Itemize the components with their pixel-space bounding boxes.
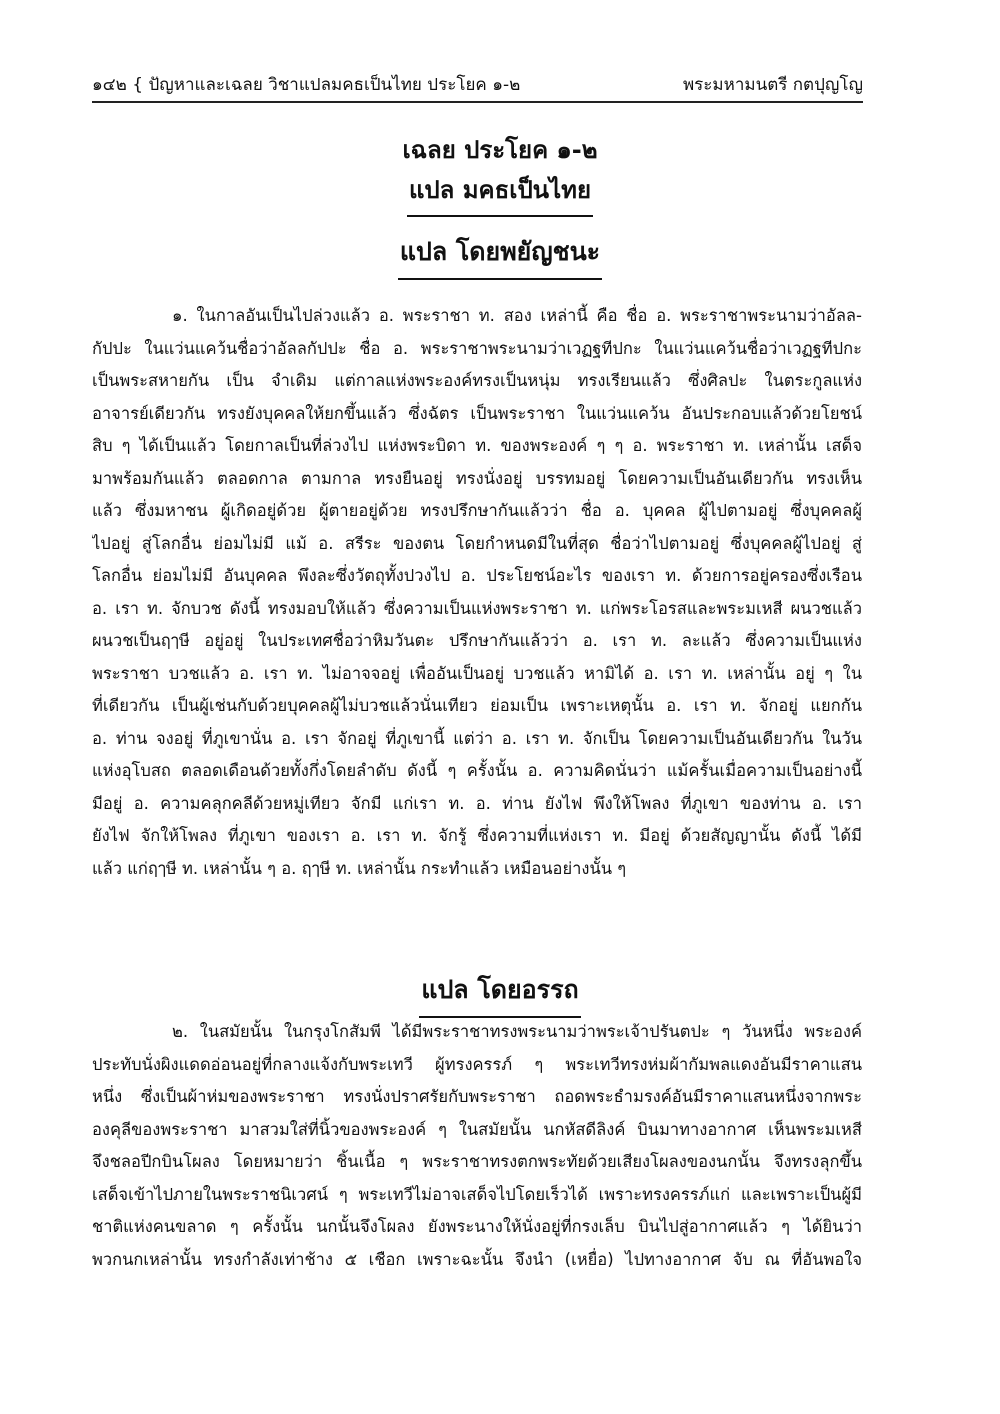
- section-heading-meaning-wrap: [0, 970, 1000, 1018]
- text-line: ที่เดียวกัน เป็นผู้เช่นกับด้วยบุคคลผู้ไม่บวชแล้วนั่นเทียว ย่อมเป็น เพราะเหตุนั้น อ. เรา ท. จักอยู่ แยกกัน: [92, 696, 862, 715]
- text-line: มีอยู่ อ. ความคลุกคลีด้วยหมู่เทียว จักมี แก่เรา ท. อ. ท่าน ยังไฟ พึงให้โพลง ที่ภูเขา ของท่าน อ. เรา: [92, 793, 862, 813]
- subtitle: แปล มคธเป็นไทย: [407, 170, 593, 217]
- text-line: อาจารย์เดียวกัน ทรงยังบุคคลให้ยกขึ้นแล้ว ซึ่งฉัตร เป็นพระราชา ในแว่นแคว้น อันประกอบแล้วด้วยโยชน์: [92, 403, 862, 423]
- text-line: อ. เรา ท. จักบวช ดังนี้ ทรงมอบให้แล้ว ซึ่งความเป็นแห่งพระราชา ท. แก่พระโอรสและพระมเหสี ผนวชแล้ว: [92, 598, 862, 618]
- text-line: พวกนกเหล่านั้น ทรงกำลังเท่าช้าง ๕ เชือก เพราะฉะนั้น จึงนำ (เหยื่อ) ไปทางอากาศ จับ ณ ที่อันพอใจ: [92, 1249, 862, 1269]
- text-line: แล้ว ซึ่งมหาชน ผู้เกิดอยู่ด้วย ผู้ตายอยู่ด้วย ทรงปรึกษากันแล้วว่า ชื่อ อ. บุคคล ผู้ไปตามอยู่ ซึ่งบุคคลผู้: [92, 501, 862, 520]
- page-header: [92, 64, 863, 103]
- text-line: เสด็จเข้าไปภายในพระราชนิเวศน์ ๆ พระเทวีไม่อาจเสด็จไปโดยเร็วได้ เพราะทรงครรภ์แก่ และเพราะเป็นผู้มี: [92, 1184, 862, 1204]
- section-heading-meaning: แปล โดยอรรถ: [419, 970, 580, 1018]
- text-line: สิบ ๆ ได้เป็นแล้ว โดยกาลเป็นที่ล่วงไป แห่งพระบิดา ท. ของพระองค์ ๆ ๆ อ. พระราชา ท. เหล่านั้น เสด็จ: [92, 436, 862, 455]
- text-line: ยังไฟ จักให้โพลง ที่ภูเขา ของเรา อ. เรา ท. จักรู้ ซึ่งความที่แห่งเรา ท. มีอยู่ ด้วยสัญญานั้น ดังนี้ ได้มี: [92, 826, 862, 845]
- subtitle-wrap: [0, 170, 1000, 217]
- text-line: เป็นพระสหายกัน เป็น จำเดิม แต่กาลแห่งพระองค์ทรงเป็นหนุ่ม ทรงเรียนแล้ว ซึ่งศิลปะ ในตระกูลแห่ง: [92, 371, 862, 390]
- section-heading-literal-wrap: [0, 232, 1000, 280]
- text-line: ผนวชเป็นฤๅษี อยู่อยู่ ในประเทศชื่อว่าหิมวันตะ ปรึกษากันแล้วว่า อ. เรา ท. ละแล้ว ซึ่งความเป็นแห่ง: [92, 631, 862, 650]
- text-line: องคุลีของพระราชา มาสวมใส่ที่นิ้วของพระองค์ ๆ ในสมัยนั้น นกหัสดีลิงค์ บินมาทางอากาศ เห็นพระมเหสี: [92, 1119, 862, 1139]
- text-line: แล้ว แก่ฤๅษี ท. เหล่านั้น ๆ อ. ฤๅษี ท. เหล่านั้น กระทำแล้ว เหมือนอย่างนั้น ๆ: [92, 858, 627, 878]
- text-line: ชาติแห่งคนขลาด ๆ ครั้งนั้น นกนั้นจึงโผลง ยังพระนางให้นั่งอยู่ที่กรงเล็บ บินไปสู่อากาศแล้ว ๆ ได้ยินว่า: [92, 1217, 862, 1236]
- paragraph-literal-translation: [92, 300, 862, 885]
- text-line: ประทับนั่งผิงแดดอ่อนอยู่ที่กลางแจ้งกับพระเทวี ผู้ทรงครรภ์ ๆ พระเทวีทรงห่มผ้ากัมพลแดงอันมีราคาแสน: [92, 1054, 862, 1074]
- text-line: มาพร้อมกันแล้ว ตลอดกาล ตามกาล ทรงยืนอยู่ ทรงนั่งอยู่ บรรทมอยู่ โดยความเป็นอันเดียวกัน ทรงเห็น: [92, 468, 862, 488]
- text-line: อ. ท่าน จงอยู่ ที่ภูเขานั่น อ. เรา จักอยู่ ที่ภูเขานี้ แต่ว่า อ. เรา ท. จักเป็น โดยความเป็นอันเดียวกัน ในวัน: [92, 728, 862, 748]
- paragraph-meaning-translation: [92, 1016, 862, 1276]
- text-line: ไปอยู่ สู่โลกอื่น ย่อมไม่มี แม้ อ. สรีระ ของตน โดยกำหนดมีในที่สุด ชื่อว่าไปตามอยู่ ซึ่งบุคคลผู้ไปอยู่ สู่: [92, 533, 862, 553]
- text-line: แห่งอุโบสถ ตลอดเดือนด้วยทั้งกึ่งโดยลำดับ ดังนี้ ๆ ครั้งนั้น อ. ความคิดนั่นว่า แม้ครั้นเมื่อความเป็นอย่างนี้: [92, 761, 862, 780]
- text-line: กัปปะ ในแว่นแคว้นชื่อว่าอัลลกัปปะ ชื่อ อ. พระราชาพระนามว่าเวฏฐทีปกะ ในแว่นแคว้นชื่อว่าเวฏฐทีปกะ: [92, 338, 862, 358]
- header-book-title: ๑๔๒ { ปัญหาและเฉลย วิชาแปลมคธเป็นไทย ประโยค ๑-๒: [92, 75, 521, 95]
- header-author: พระมหามนตรี กตปุญโญ: [682, 75, 863, 95]
- section-heading-literal: แปล โดยพยัญชนะ: [398, 232, 602, 280]
- text-line: จึงชลอปีกบินโผลง โดยหมายว่า ชิ้นเนื้อ ๆ พระราชาทรงตกพระทัยด้วยเสียงโผลงของนกนั้น จึงทรงลุกขึ้น: [92, 1152, 862, 1171]
- text-line: ๒. ในสมัยนั้น ในกรุงโกสัมพี ได้มีพระราชาทรงพระนามว่าพระเจ้าปรันตปะ ๆ วันหนึ่ง พระองค์: [172, 1022, 862, 1041]
- main-title: เฉลย ประโยค ๑-๒: [402, 136, 598, 164]
- text-line: ๑. ในกาลอันเป็นไปล่วงแล้ว อ. พระราชา ท. สอง เหล่านี้ คือ ชื่อ อ. พระราชาพระนามว่าอัลล-: [172, 306, 862, 325]
- text-line: หนึ่ง ซึ่งเป็นผ้าห่มของพระราชา ทรงนั่งปราศรัยกับพระราชา ถอดพระธำมรงค์อันมีราคาแสนหนึ่งจากพระ: [92, 1087, 862, 1106]
- text-line: โลกอื่น ย่อมไม่มี อันบุคคล พึงละซึ่งวัตถุทั้งปวงไป อ. ประโยชน์อะไร ของเรา ท. ด้วยการอยู่ครองซึ่งเรือน: [92, 566, 862, 585]
- text-line: พระราชา บวชแล้ว อ. เรา ท. ไม่อาจจอยู่ เพื่ออันเป็นอยู่ บวชแล้ว หามิได้ อ. เรา ท. เหล่านั้น อยู่ ๆ ใน: [92, 663, 862, 683]
